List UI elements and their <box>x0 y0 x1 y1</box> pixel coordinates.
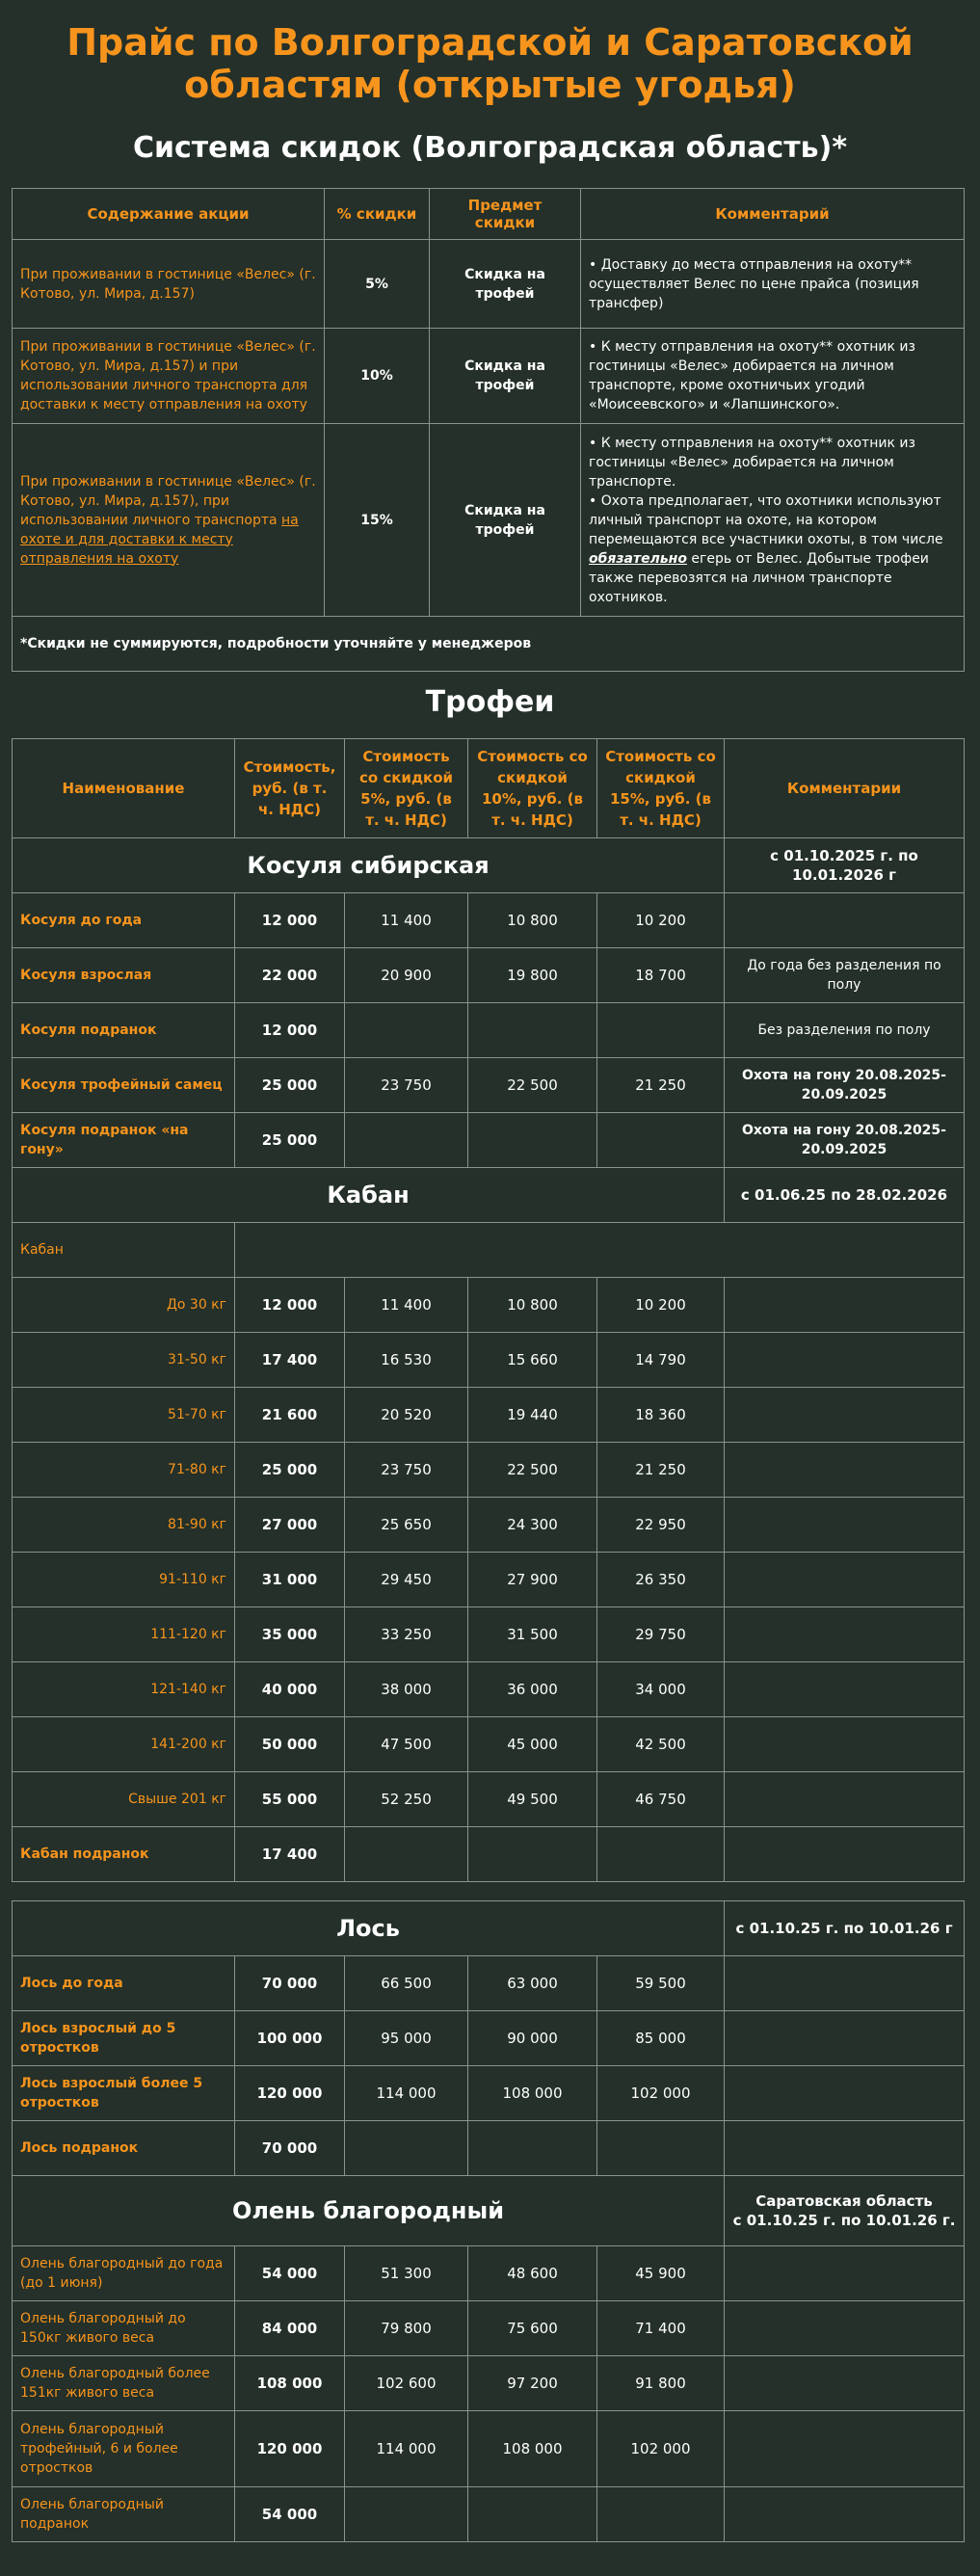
empty-cell <box>345 1827 468 1882</box>
table-row <box>13 1607 965 1662</box>
trophy-comment <box>725 1278 965 1333</box>
trophy-price: 40 000 <box>235 1662 345 1717</box>
table-row <box>13 2487 965 2542</box>
discount-comment <box>581 424 965 617</box>
trophy-price-15 <box>597 1003 725 1058</box>
trophy-price-5: 29 450 <box>345 1553 468 1607</box>
trophy-price-10: 97 200 <box>468 2356 597 2411</box>
discount-content: При проживании в гостинице «Велес» (г. Котово, ул. Мира, д.157) и при использовании личного транспорта для доставки к месту отправления на охоту <box>13 329 325 424</box>
trophy-price-15: 34 000 <box>597 1662 725 1717</box>
section-title: Олень благородный <box>13 2176 725 2246</box>
trophy-price-10: 63 000 <box>468 1956 597 2011</box>
trophy-name: 51-70 кг <box>13 1388 235 1443</box>
trophy-price-5: 16 530 <box>345 1333 468 1388</box>
table-row <box>13 1443 965 1498</box>
trophy-price: 100 000 <box>235 2011 345 2066</box>
trophy-price: 70 000 <box>235 1956 345 2011</box>
trophies-heading: Трофеи <box>425 685 555 719</box>
table-row <box>13 1058 965 1113</box>
trophy-header-price: Стоимость, руб. (в т. ч. НДС) <box>235 739 345 838</box>
trophy-price-10: 49 500 <box>468 1772 597 1827</box>
trophy-name: 111-120 кг <box>13 1607 235 1662</box>
section-region-dates <box>725 2176 965 2246</box>
section-dates: с 01.06.25 по 28.02.2026 <box>725 1168 965 1223</box>
section-row-moose <box>13 1901 965 1956</box>
discount-subject: Скидка на трофей <box>430 424 581 617</box>
discounts-table <box>12 188 965 672</box>
trophy-name: Свыше 201 кг <box>13 1772 235 1827</box>
table-row <box>13 1333 965 1388</box>
trophy-price-5 <box>345 2121 468 2176</box>
trophy-price-10: 31 500 <box>468 1607 597 1662</box>
trophy-price-10 <box>468 1003 597 1058</box>
trophy-price-10: 108 000 <box>468 2066 597 2121</box>
trophies-table <box>12 738 965 1882</box>
trophy-price-5: 66 500 <box>345 1956 468 2011</box>
discount-row <box>13 329 965 424</box>
trophy-price-5: 25 650 <box>345 1498 468 1553</box>
table-row <box>13 2411 965 2487</box>
trophy-comment <box>725 2301 965 2356</box>
discounts-header-row <box>13 189 965 240</box>
trophy-price: 31 000 <box>235 1553 345 1607</box>
trophy-price-5: 114 000 <box>345 2411 468 2487</box>
trophy-comment <box>725 2121 965 2176</box>
trophy-price-15: 10 200 <box>597 893 725 948</box>
empty-cell <box>468 1827 597 1882</box>
trophies-header-row <box>13 739 965 838</box>
table-row <box>13 948 965 1003</box>
trophy-comment <box>725 1956 965 2011</box>
table-row <box>13 2246 965 2301</box>
trophy-price: 22 000 <box>235 948 345 1003</box>
section-row-deer <box>13 2176 965 2246</box>
discount-content <box>13 424 325 617</box>
trophy-comment <box>725 2066 965 2121</box>
empty-cell <box>235 1223 965 1278</box>
table-row <box>13 1827 965 1882</box>
trophy-price-10: 27 900 <box>468 1553 597 1607</box>
trophy-price-15 <box>597 2487 725 2542</box>
section-row-boar <box>13 1168 965 1223</box>
trophy-comment: Без разделения по полу <box>725 1003 965 1058</box>
discount-header-content: Содержание акции <box>13 189 325 240</box>
discount-content-underlined: на охоте и для доставки к месту отправления на охоту <box>20 512 299 567</box>
trophy-price-15: 102 000 <box>597 2411 725 2487</box>
trophy-comment <box>725 1498 965 1553</box>
trophy-header-comment: Комментарии <box>725 739 965 838</box>
trophy-price: 17 400 <box>235 1333 345 1388</box>
section-dates: с 01.10.2025 г. по 10.01.2026 г <box>725 838 965 893</box>
trophy-price-10 <box>468 2121 597 2176</box>
discount-comment-line <box>589 491 956 607</box>
trophy-comment <box>725 1443 965 1498</box>
discount-percent: 5% <box>325 240 430 329</box>
discount-comment: • Доставку до места отправления на охоту** осуществляет Велес по цене прайса (позиция трансфер) <box>581 240 965 329</box>
trophy-price: 108 000 <box>235 2356 345 2411</box>
trophy-name: 91-110 кг <box>13 1553 235 1607</box>
trophy-price-10: 45 000 <box>468 1717 597 1772</box>
trophy-group-label: Кабан <box>13 1223 235 1278</box>
table-row <box>13 1956 965 2011</box>
table-row <box>13 2066 965 2121</box>
trophy-price: 54 000 <box>235 2246 345 2301</box>
trophy-comment <box>725 2356 965 2411</box>
trophy-price-5 <box>345 2487 468 2542</box>
trophy-comment <box>725 893 965 948</box>
trophy-comment <box>725 2487 965 2542</box>
trophy-name: Олень благородный трофейный, 6 и более отростков <box>13 2411 235 2487</box>
trophy-price-10: 75 600 <box>468 2301 597 2356</box>
discount-percent: 10% <box>325 329 430 424</box>
trophy-price-15: 26 350 <box>597 1553 725 1607</box>
discount-subject: Скидка на трофей <box>430 329 581 424</box>
trophy-name: Лось взрослый до 5 отростков <box>13 2011 235 2066</box>
discount-comment-line: • К месту отправления на охоту** охотник из гостиницы «Велес» добирается на личном транспорте. <box>589 435 915 490</box>
discounts-heading: Система скидок (Волгоградская область)* <box>132 131 848 165</box>
trophy-price-15: 71 400 <box>597 2301 725 2356</box>
trophy-price-5 <box>345 1113 468 1168</box>
trophy-price-10: 10 800 <box>468 1278 597 1333</box>
trophy-price-10: 19 440 <box>468 1388 597 1443</box>
discount-row <box>13 240 965 329</box>
section-dates: с 01.10.25 г. по 10.01.26 г. <box>732 2212 956 2229</box>
discount-subject: Скидка на трофей <box>430 240 581 329</box>
trophy-price: 70 000 <box>235 2121 345 2176</box>
trophy-price-15: 14 790 <box>597 1333 725 1388</box>
trophy-name: Косуля подранок «на гону» <box>13 1113 235 1168</box>
trophy-price-10: 22 500 <box>468 1443 597 1498</box>
trophy-price-15: 18 360 <box>597 1388 725 1443</box>
table-row <box>13 1553 965 1607</box>
trophy-name: 141-200 кг <box>13 1717 235 1772</box>
trophy-price-5: 11 400 <box>345 1278 468 1333</box>
trophy-comment: Охота на гону 20.08.2025-20.09.2025 <box>725 1113 965 1168</box>
trophy-header-name: Наименование <box>13 739 235 838</box>
trophy-price-5: 95 000 <box>345 2011 468 2066</box>
page-title: Прайс по Волгоградской и Саратовской областям (открытые угодья) <box>66 21 914 106</box>
trophy-price: 120 000 <box>235 2066 345 2121</box>
trophy-name: Косуля трофейный самец <box>13 1058 235 1113</box>
trophy-price-10: 108 000 <box>468 2411 597 2487</box>
trophy-name: Косуля подранок <box>13 1003 235 1058</box>
table-row <box>13 2121 965 2176</box>
trophy-comment <box>725 1333 965 1388</box>
trophy-price-15: 29 750 <box>597 1607 725 1662</box>
discount-header-percent: % скидки <box>325 189 430 240</box>
trophy-price: 35 000 <box>235 1607 345 1662</box>
trophy-name: 121-140 кг <box>13 1662 235 1717</box>
trophy-price-5: 20 520 <box>345 1388 468 1443</box>
trophy-price-15 <box>597 1113 725 1168</box>
discount-content: При проживании в гостинице «Велес» (г. Котово, ул. Мира, д.157) <box>13 240 325 329</box>
trophy-name: Кабан подранок <box>13 1827 235 1882</box>
trophy-comment: Охота на гону 20.08.2025-20.09.2025 <box>725 1058 965 1113</box>
table-row <box>13 1717 965 1772</box>
discount-percent: 15% <box>325 424 430 617</box>
trophy-comment <box>725 1388 965 1443</box>
trophy-comment <box>725 1772 965 1827</box>
empty-cell <box>725 1827 965 1882</box>
trophy-price: 27 000 <box>235 1498 345 1553</box>
trophy-name: 31-50 кг <box>13 1333 235 1388</box>
trophy-comment <box>725 2246 965 2301</box>
table-row <box>13 1388 965 1443</box>
trophy-price-15: 46 750 <box>597 1772 725 1827</box>
trophy-price-5 <box>345 1003 468 1058</box>
trophy-price-10: 15 660 <box>468 1333 597 1388</box>
trophy-price-15: 59 500 <box>597 1956 725 2011</box>
table-row <box>13 2011 965 2066</box>
trophy-name: Лось до года <box>13 1956 235 2011</box>
trophy-price-5: 23 750 <box>345 1443 468 1498</box>
trophy-price-10: 90 000 <box>468 2011 597 2066</box>
discount-row <box>13 424 965 617</box>
trophy-price-10: 48 600 <box>468 2246 597 2301</box>
trophy-price-10: 24 300 <box>468 1498 597 1553</box>
trophy-price-5: 79 800 <box>345 2301 468 2356</box>
trophy-price-15: 10 200 <box>597 1278 725 1333</box>
table-row <box>13 1223 965 1278</box>
discount-header-comment: Комментарий <box>581 189 965 240</box>
trophy-price-5: 102 600 <box>345 2356 468 2411</box>
trophy-price-15: 21 250 <box>597 1058 725 1113</box>
section-dates: с 01.10.25 г. по 10.01.26 г <box>725 1901 965 1956</box>
trophy-price-15: 85 000 <box>597 2011 725 2066</box>
trophy-comment <box>725 2011 965 2066</box>
table-row <box>13 893 965 948</box>
trophy-header-price-5: Стоимость со скидкой 5%, руб. (в т. ч. НДС) <box>345 739 468 838</box>
trophy-price-15 <box>597 2121 725 2176</box>
trophy-price-15: 42 500 <box>597 1717 725 1772</box>
trophy-price-15: 91 800 <box>597 2356 725 2411</box>
trophy-price-15: 45 900 <box>597 2246 725 2301</box>
trophy-price: 25 000 <box>235 1443 345 1498</box>
trophy-price-10: 36 000 <box>468 1662 597 1717</box>
section-title: Косуля сибирская <box>13 838 725 893</box>
trophy-price: 50 000 <box>235 1717 345 1772</box>
trophy-price-5: 11 400 <box>345 893 468 948</box>
trophy-price-5: 20 900 <box>345 948 468 1003</box>
discount-content-text: При проживании в гостинице «Велес» (г. Котово, ул. Мира, д.157), при использовании личного транспорта <box>20 473 316 528</box>
trophy-header-price-15: Стоимость со скидкой 15%, руб. (в т. ч. НДС) <box>597 739 725 838</box>
trophy-comment <box>725 1553 965 1607</box>
trophy-price-5: 38 000 <box>345 1662 468 1717</box>
trophy-price-5: 23 750 <box>345 1058 468 1113</box>
discount-comment: • К месту отправления на охоту** охотник из гостиницы «Велес» добирается на личном транспорте, кроме охотничьих угодий «Моисеевского» и «Лапшинского». <box>581 329 965 424</box>
trophy-name: Олень благородный подранок <box>13 2487 235 2542</box>
trophy-price-15: 22 950 <box>597 1498 725 1553</box>
discounts-note-row <box>13 617 965 672</box>
section-title: Кабан <box>13 1168 725 1223</box>
trophy-price-10: 10 800 <box>468 893 597 948</box>
trophy-name: Косуля до года <box>13 893 235 948</box>
trophy-name: До 30 кг <box>13 1278 235 1333</box>
trophy-price: 84 000 <box>235 2301 345 2356</box>
table-row <box>13 1113 965 1168</box>
trophy-comment: До года без разделения по полу <box>725 948 965 1003</box>
table-row <box>13 1003 965 1058</box>
discounts-note: *Скидки не суммируются, подробности уточняйте у менеджеров <box>13 617 965 672</box>
trophy-name: 71-80 кг <box>13 1443 235 1498</box>
trophy-price: 55 000 <box>235 1772 345 1827</box>
trophy-name: Олень благородный более 151кг живого веса <box>13 2356 235 2411</box>
trophy-comment <box>725 1717 965 1772</box>
trophy-price-5: 33 250 <box>345 1607 468 1662</box>
trophy-name: Олень благородный до года (до 1 июня) <box>13 2246 235 2301</box>
table-row <box>13 1278 965 1333</box>
trophy-price: 120 000 <box>235 2411 345 2487</box>
trophy-price: 17 400 <box>235 1827 345 1882</box>
trophy-price: 12 000 <box>235 1278 345 1333</box>
trophy-name: Косуля взрослая <box>13 948 235 1003</box>
section-region: Саратовская область <box>755 2192 933 2210</box>
trophy-price: 25 000 <box>235 1113 345 1168</box>
trophy-price-5: 51 300 <box>345 2246 468 2301</box>
table-row <box>13 2301 965 2356</box>
trophy-comment <box>725 1607 965 1662</box>
table-row <box>13 1498 965 1553</box>
trophy-header-price-10: Стоимость со скидкой 10%, руб. (в т. ч. НДС) <box>468 739 597 838</box>
table-row <box>13 1662 965 1717</box>
section-row-roe <box>13 838 965 893</box>
discount-comment-text: егерь от Велес. Добытые трофеи также перевозятся на личном транспорте охотников. <box>589 550 929 605</box>
trophy-price: 54 000 <box>235 2487 345 2542</box>
trophy-comment <box>725 1662 965 1717</box>
trophy-price-10: 19 800 <box>468 948 597 1003</box>
trophy-price: 21 600 <box>235 1388 345 1443</box>
trophy-name: Лось взрослый более 5 отростков <box>13 2066 235 2121</box>
trophy-name: Лось подранок <box>13 2121 235 2176</box>
trophy-price-15: 18 700 <box>597 948 725 1003</box>
trophy-price-10 <box>468 1113 597 1168</box>
trophy-name: Олень благородный до 150кг живого веса <box>13 2301 235 2356</box>
trophy-price-5: 114 000 <box>345 2066 468 2121</box>
trophy-price: 25 000 <box>235 1058 345 1113</box>
trophy-price-10: 22 500 <box>468 1058 597 1113</box>
discount-header-subject: Предмет скидки <box>430 189 581 240</box>
section-title: Лось <box>13 1901 725 1956</box>
trophy-price-5: 52 250 <box>345 1772 468 1827</box>
trophy-name: 81-90 кг <box>13 1498 235 1553</box>
discount-comment-emphasis: обязательно <box>589 550 687 567</box>
discount-comment-text: • Охота предполагает, что охотники используют личный транспорт на охоте, на котором перемещаются все участники охоты, в том числе <box>589 492 943 547</box>
trophy-price-10 <box>468 2487 597 2542</box>
trophy-price: 12 000 <box>235 1003 345 1058</box>
trophy-price: 12 000 <box>235 893 345 948</box>
trophy-price-5: 47 500 <box>345 1717 468 1772</box>
trophy-price-15: 21 250 <box>597 1443 725 1498</box>
trophy-comment <box>725 2411 965 2487</box>
table-row <box>13 1772 965 1827</box>
trophy-price-15: 102 000 <box>597 2066 725 2121</box>
empty-cell <box>597 1827 725 1882</box>
trophies-table-2 <box>12 1900 965 2542</box>
table-row <box>13 2356 965 2411</box>
